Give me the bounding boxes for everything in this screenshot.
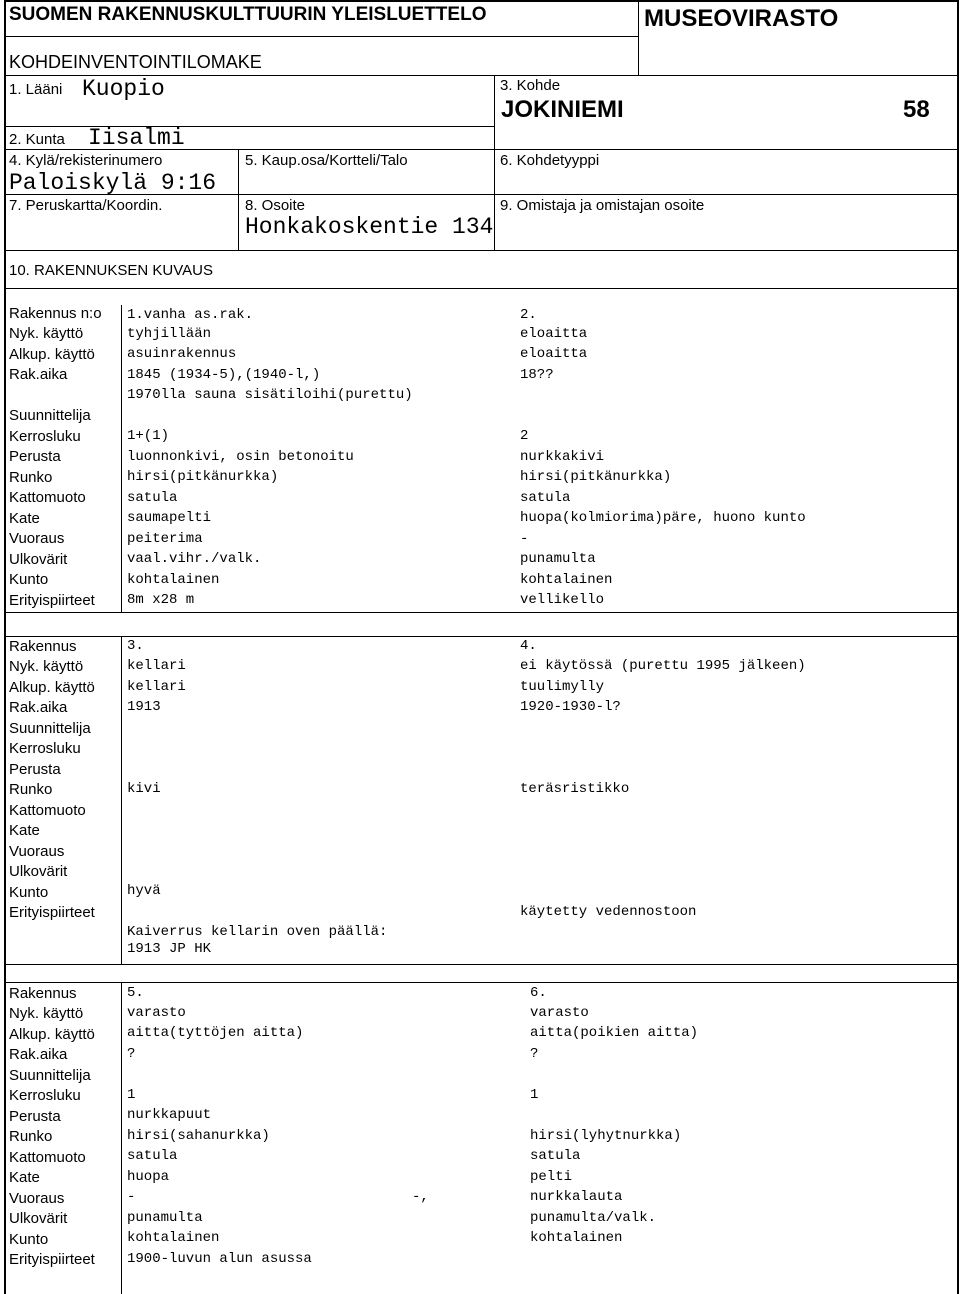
label-kate: Kate [9, 1169, 40, 1186]
kyla-label: 4. Kylä/rekisterinumero [9, 152, 163, 169]
label-erityispiirteet: Erityispiirteet [9, 904, 95, 921]
label-suunnittelija: Suunnittelija [9, 720, 91, 737]
label-ulkovarit: Ulkovärit [9, 1210, 68, 1227]
value-text: ? [127, 1046, 136, 1062]
label-kerrosluku: Kerrosluku [9, 428, 81, 445]
label-kerrosluku: Kerrosluku [9, 1087, 81, 1104]
value-text: käytetty vedennostoon [520, 904, 697, 920]
value-text: tuulimylly [520, 679, 605, 695]
label-rak-aika: Rak.aika [9, 366, 68, 383]
label-kattomuoto: Kattomuoto [9, 802, 86, 819]
label-nyk-kaytto: Nyk. käyttö [9, 325, 84, 342]
value-text: eloaitta [520, 326, 588, 342]
row-line-6 [4, 288, 959, 289]
frame-top [4, 0, 959, 2]
label-vuoraus: Vuoraus [9, 1190, 65, 1207]
value-text: nurkkapuut [127, 1107, 212, 1123]
label-col-divider-3 [121, 982, 122, 1294]
label-rakennus: Rakennus [9, 638, 77, 655]
value-text: aitta(poikien aitta) [530, 1025, 699, 1041]
header-divider [4, 36, 638, 37]
value-text: kohtalainen [520, 572, 613, 588]
kaup-label: 5. Kaup.osa/Kortteli/Talo [245, 152, 408, 169]
value-text: 8m x28 m [127, 592, 195, 608]
value-text: saumapelti [127, 510, 212, 526]
form-title: KOHDEINVENTOINTILOMAKE [9, 52, 262, 72]
value-text: punamulta/valk. [530, 1210, 657, 1226]
label-ulkovarit: Ulkovärit [9, 551, 68, 568]
value-text: huopa(kolmiorima)päre, huono kunto [520, 510, 806, 526]
value-text: kohtalainen [127, 572, 220, 588]
label-erityispiirteet: Erityispiirteet [9, 592, 95, 609]
kohde-number: 58 [903, 96, 930, 123]
value-text: - [127, 1189, 136, 1205]
value-text: kivi [127, 781, 161, 797]
block2-bottom [4, 964, 959, 965]
label-suunnittelija: Suunnittelija [9, 1067, 91, 1084]
row-line-2 [4, 126, 494, 127]
value-text: 1 [530, 1087, 539, 1103]
kohde-value: JOKINIEMI [501, 96, 624, 123]
label-rakennus: Rakennus [9, 985, 77, 1002]
label-vuoraus: Vuoraus [9, 843, 65, 860]
value-text: 2. [520, 307, 537, 323]
label-kerrosluku: Kerrosluku [9, 740, 81, 757]
omistaja-label: 9. Omistaja ja omistajan osoite [500, 197, 705, 214]
value-text: 1.vanha as.rak. [127, 307, 254, 323]
value-text: teräsristikko [520, 781, 630, 797]
kunta-label: 2. Kunta [9, 131, 65, 148]
label-nyk-kaytto: Nyk. käyttö [9, 1005, 84, 1022]
value-text: kohtalainen [127, 1230, 220, 1246]
value-text: -, [412, 1189, 429, 1205]
value-text: - [520, 531, 529, 547]
value-text: eloaitta [520, 346, 588, 362]
kyla-value: Paloiskylä 9:16 [9, 170, 217, 196]
label-col-divider-2 [121, 636, 122, 964]
section-title: 10. RAKENNUKSEN KUVAUS [9, 262, 213, 279]
label-runko: Runko [9, 469, 53, 486]
value-text: peiterima [127, 531, 203, 547]
value-text: huopa [127, 1169, 170, 1185]
label-ulkovarit: Ulkovärit [9, 863, 68, 880]
museovirasto-box-bottom [638, 75, 959, 76]
label-kattomuoto: Kattomuoto [9, 489, 86, 506]
block3-top [4, 982, 959, 983]
label-alkup-kaytto: Alkup. käyttö [9, 1026, 95, 1043]
value-text: 1913 JP HK [127, 941, 212, 957]
museovirasto-box-left [638, 0, 639, 76]
value-text: hirsi(lyhytnurkka) [530, 1128, 682, 1144]
label-col-divider-1 [121, 305, 122, 613]
value-text: ? [530, 1046, 539, 1062]
label-runko: Runko [9, 1128, 53, 1145]
value-text: ei käytössä (purettu 1995 jälkeen) [520, 658, 806, 674]
value-text: kellari [127, 679, 186, 695]
value-text: hyvä [127, 883, 161, 899]
label-kate: Kate [9, 822, 40, 839]
value-text: 1913 [127, 699, 161, 715]
label-erityispiirteet: Erityispiirteet [9, 1251, 95, 1268]
value-text: aitta(tyttöjen aitta) [127, 1025, 304, 1041]
label-kunto: Kunto [9, 884, 49, 901]
value-text: tyhjillään [127, 326, 212, 342]
value-text: pelti [530, 1169, 573, 1185]
label-kattomuoto: Kattomuoto [9, 1149, 86, 1166]
label-vuoraus: Vuoraus [9, 530, 65, 547]
block1-bottom [4, 612, 959, 613]
value-text: 1+(1) [127, 428, 170, 444]
block2-top [4, 636, 959, 637]
col-divider-right [494, 75, 495, 251]
label-runko: Runko [9, 781, 53, 798]
kohdetyyppi-label: 6. Kohdetyyppi [500, 152, 600, 169]
value-text: 3. [127, 638, 144, 654]
value-text: punamulta [127, 1210, 203, 1226]
value-text: 1 [127, 1087, 136, 1103]
label-kunto: Kunto [9, 571, 49, 588]
value-text: hirsi(sahanurkka) [127, 1128, 270, 1144]
value-text: 6. [530, 985, 547, 1001]
kunta-value: Iisalmi [88, 125, 185, 151]
value-text: asuinrakennus [127, 346, 237, 362]
kohde-label: 3. Kohde [500, 77, 561, 94]
value-text: kellari [127, 658, 186, 674]
value-text: 1970lla sauna sisätiloihi(purettu) [127, 387, 413, 403]
label-perusta: Perusta [9, 1108, 61, 1125]
label-kunto: Kunto [9, 1231, 49, 1248]
value-text: 1900-luvun alun asussa [127, 1251, 312, 1267]
value-text: 5. [127, 985, 144, 1001]
value-text: 2 [520, 428, 529, 444]
label-perusta: Perusta [9, 761, 61, 778]
value-text: varasto [530, 1005, 589, 1021]
value-text: satula [530, 1148, 581, 1164]
value-text: vaal.vihr./valk. [127, 551, 262, 567]
label-nyk-kaytto: Nyk. käyttö [9, 658, 84, 675]
col-divider-mid [238, 149, 239, 251]
value-text: 1845 (1934-5),(1940-l,) [127, 367, 321, 383]
value-text: 4. [520, 638, 537, 654]
value-text: satula [520, 490, 571, 506]
value-text: hirsi(pitkänurkka) [520, 469, 672, 485]
label-perusta: Perusta [9, 448, 61, 465]
value-text: vellikello [520, 592, 605, 608]
value-text: satula [127, 1148, 178, 1164]
label-suunnittelija: Suunnittelija [9, 407, 91, 424]
value-text: nurkkalauta [530, 1189, 623, 1205]
value-text: punamulta [520, 551, 596, 567]
laani-value: Kuopio [82, 76, 165, 102]
label-alkup-kaytto: Alkup. käyttö [9, 679, 95, 696]
value-text: varasto [127, 1005, 186, 1021]
museovirasto-title: MUSEOVIRASTO [644, 5, 839, 32]
value-text: hirsi(pitkänurkka) [127, 469, 279, 485]
value-text: 1920-1930-l? [520, 699, 621, 715]
label-rak-aika: Rak.aika [9, 699, 68, 716]
label-rakennus: Rakennus n:o [9, 305, 102, 322]
register-title: SUOMEN RAKENNUSKULTTUURIN YLEISLUETTELO [9, 4, 487, 25]
value-text: 18?? [520, 367, 554, 383]
value-text: luonnonkivi, osin betonoitu [127, 449, 354, 465]
osoite-value: Honkakoskentie 134 [245, 214, 494, 240]
row-line-5 [4, 250, 959, 251]
value-text: Kaiverrus kellarin oven päällä: [127, 924, 388, 940]
value-text: satula [127, 490, 178, 506]
value-text: kohtalainen [530, 1230, 623, 1246]
osoite-label: 8. Osoite [245, 197, 306, 214]
peruskartta-label: 7. Peruskartta/Koordin. [9, 197, 163, 214]
value-text: nurkkakivi [520, 449, 605, 465]
label-rak-aika: Rak.aika [9, 1046, 68, 1063]
label-kate: Kate [9, 510, 40, 527]
laani-label: 1. Lääni [9, 81, 63, 98]
label-alkup-kaytto: Alkup. käyttö [9, 346, 95, 363]
